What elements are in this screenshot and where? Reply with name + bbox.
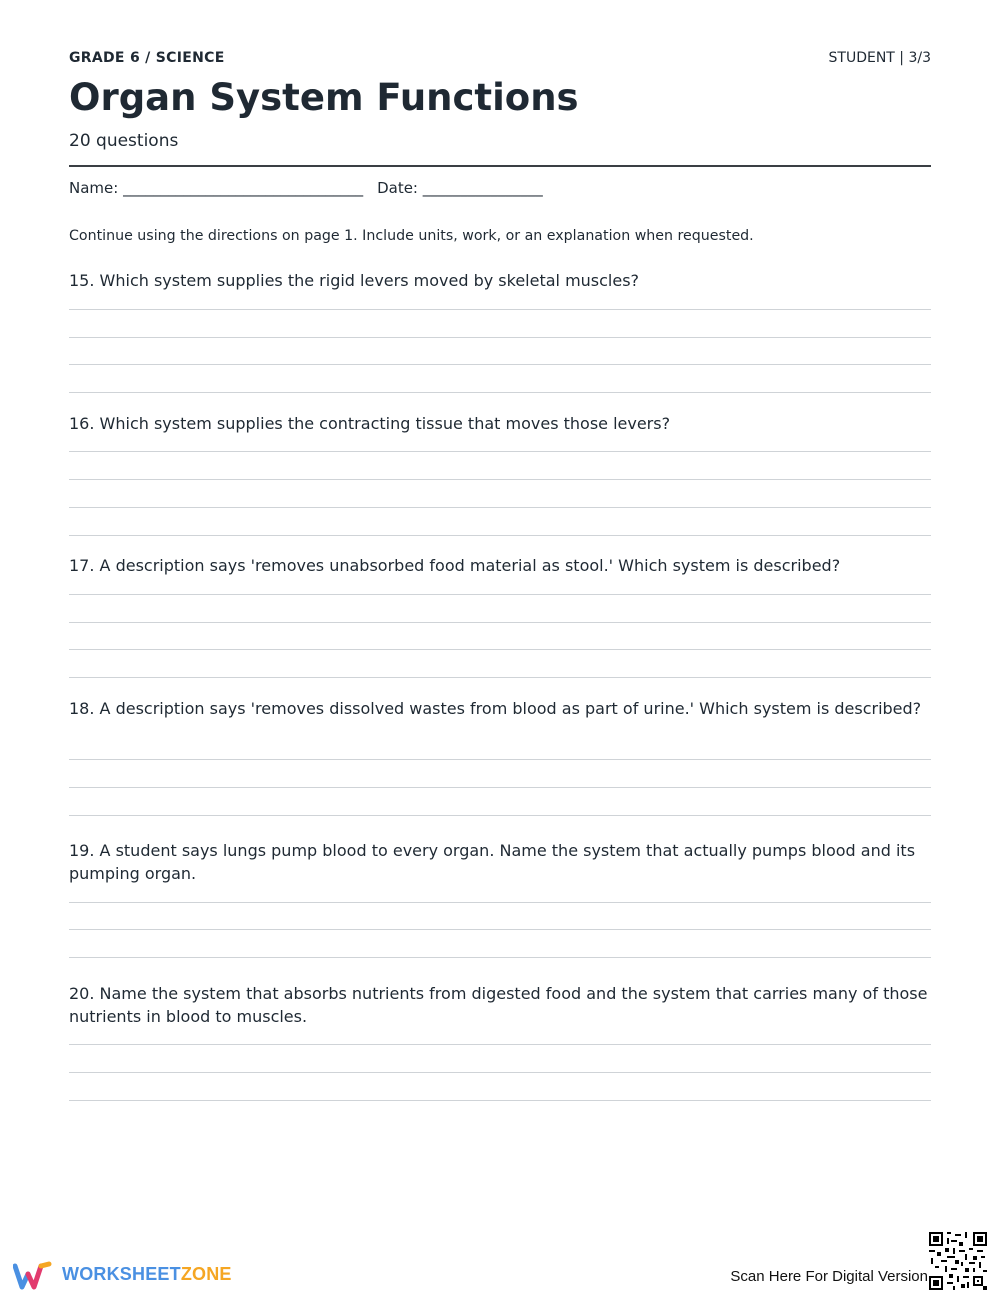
answer-line[interactable] [69, 787, 931, 788]
question-17 [69, 555, 931, 578]
question-count: 20 questions [69, 131, 179, 151]
answer-line[interactable] [69, 1072, 931, 1073]
name-date-row [69, 179, 543, 197]
answer-line[interactable] [69, 929, 931, 930]
answer-line[interactable] [69, 957, 931, 958]
answer-line[interactable] [69, 535, 931, 536]
question-15 [69, 270, 931, 293]
question-20 [69, 983, 931, 1028]
qr-code-icon[interactable] [929, 1232, 987, 1290]
header-bar [69, 50, 931, 70]
answer-line[interactable] [69, 594, 931, 595]
answer-line[interactable] [69, 337, 931, 338]
question-text: 15. Which system supplies the rigid levers moved by skeletal muscles? [69, 271, 640, 290]
page-info: STUDENT | 3/3 [828, 50, 931, 66]
worksheetzone-logo[interactable] [13, 1260, 253, 1290]
question-18 [69, 698, 931, 721]
answer-line[interactable] [69, 392, 931, 393]
answer-line[interactable] [69, 451, 931, 452]
answer-line[interactable] [69, 902, 931, 903]
answer-line[interactable] [69, 309, 931, 310]
logo-wordmark [62, 1264, 232, 1285]
answer-line[interactable] [69, 815, 931, 816]
header-divider [69, 165, 931, 167]
directions: Continue using the directions on page 1. Include units, work, or an explanation when requested. [69, 228, 754, 244]
answer-line[interactable] [69, 364, 931, 365]
answer-line[interactable] [69, 677, 931, 678]
logo-text-worksheet: WORKSHEET [62, 1264, 181, 1284]
date-field[interactable]: Date: ________________ [377, 179, 543, 197]
worksheetzone-logo-icon [13, 1260, 55, 1290]
page-title: Organ System Functions [69, 76, 579, 119]
name-field[interactable]: Name: ________________________________ [69, 179, 364, 197]
question-16 [69, 413, 931, 436]
answer-line[interactable] [69, 479, 931, 480]
logo-text-zone: ZONE [180, 1264, 232, 1284]
answer-line[interactable] [69, 649, 931, 650]
question-text: 20. Name the system that absorbs nutrients from digested food and the system that carries many of those nutrients in blood to muscles. [69, 984, 928, 1026]
question-text: 16. Which system supplies the contracting tissue that moves those levers? [69, 414, 671, 433]
question-text: 17. A description says 'removes unabsorbed food material as stool.' Which system is described? [69, 556, 841, 575]
question-text: 19. A student says lungs pump blood to every organ. Name the system that actually pumps blood and its pumping organ. [69, 841, 916, 883]
grade-subject: GRADE 6 / SCIENCE [69, 50, 225, 66]
scan-instruction: Scan Here For Digital Version [730, 1268, 928, 1285]
answer-line[interactable] [69, 507, 931, 508]
answer-line[interactable] [69, 622, 931, 623]
question-19 [69, 840, 931, 885]
answer-line[interactable] [69, 1100, 931, 1101]
answer-line[interactable] [69, 1044, 931, 1045]
answer-line[interactable] [69, 759, 931, 760]
question-text: 18. A description says 'removes dissolved wastes from blood as part of urine.' Which system is described? [69, 699, 922, 718]
